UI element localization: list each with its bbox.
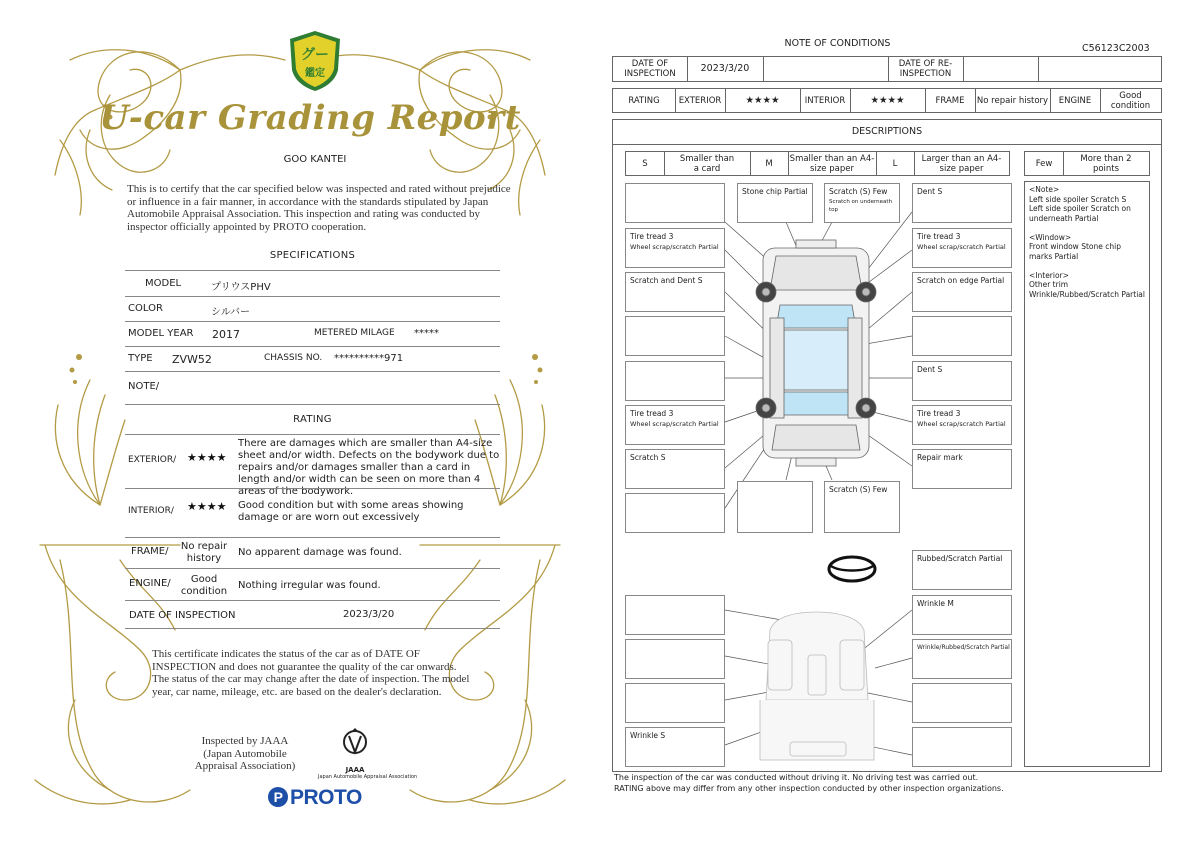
interior-condition-slot bbox=[912, 727, 1012, 767]
certificate-intro-text: This is to certify that the car specified below was inspected and rated without prejudice or influence in a fair manner, in accordance with the standards stipulated by Japan Automobile Appraisal Association. This inspection and rating was conducted by inspector officially appointed by PROTO cooperation. bbox=[127, 183, 511, 233]
exterior-condition-slot bbox=[824, 183, 900, 223]
footnote-rating-disclaimer: RATING above may differ from any other inspection conducted by other inspection organizations. bbox=[614, 784, 1004, 793]
exterior-condition-slot bbox=[625, 449, 725, 489]
divider bbox=[125, 628, 500, 629]
engine-label: ENGINE bbox=[1058, 95, 1092, 106]
interior-label: INTERIOR bbox=[804, 95, 846, 106]
date-of-inspection-value: 2023/3/20 bbox=[700, 63, 750, 74]
exterior-condition-slot bbox=[912, 183, 1012, 223]
notes-panel bbox=[1024, 181, 1150, 767]
exterior-condition-slot bbox=[912, 361, 1012, 401]
key-m: M bbox=[765, 158, 773, 169]
jaaa-mark: JAAA bbox=[345, 766, 365, 774]
exterior-condition-slot-detail: Wheel scrap/scratch Partial bbox=[630, 243, 719, 251]
note-lines: Left side spoiler Scratch S Left side spoiler Scratch on underneath Partial bbox=[1029, 194, 1131, 223]
exterior-condition-slot-detail: Wheel scrap/scratch Partial bbox=[917, 243, 1006, 251]
interior-condition-slot bbox=[625, 639, 725, 679]
exterior-condition-slot-label: Tire tread 3 bbox=[917, 232, 961, 241]
frame-label: FRAME bbox=[935, 95, 965, 106]
note-heading: <Note> bbox=[1029, 185, 1060, 194]
exterior-condition-slot-detail: Wheel scrap/scratch Partial bbox=[917, 420, 1006, 428]
engine-label: ENGINE/ bbox=[129, 578, 171, 589]
jaaa-emblem-icon bbox=[340, 728, 370, 762]
window-lines: Front window Stone chip marks Partial bbox=[1029, 242, 1121, 261]
exterior-condition-slot-label: Scratch (S) Few bbox=[829, 485, 888, 494]
svg-text:鑑定: 鑑定 bbox=[305, 68, 325, 79]
reinspection-label: DATE OF RE-INSPECTION bbox=[898, 59, 953, 79]
exterior-condition-slot-detail: Scratch on underneath top bbox=[829, 199, 893, 213]
model-year-value: 2017 bbox=[212, 328, 240, 341]
proto-logo-text: PROTO bbox=[290, 786, 362, 809]
exterior-condition-slot bbox=[625, 316, 725, 356]
type-value: ZVW52 bbox=[172, 353, 212, 366]
interior-heading: <Interior> bbox=[1029, 270, 1069, 280]
certificate-subtitle: GOO KANTEI bbox=[283, 154, 347, 165]
exterior-condition-slot-label: Dent S bbox=[917, 365, 943, 374]
divider bbox=[125, 404, 500, 405]
frame-label: FRAME/ bbox=[131, 546, 169, 557]
key-few: Few bbox=[1035, 158, 1053, 169]
engine-value: Good condition bbox=[1110, 90, 1151, 111]
interior-condition-slot-label: Wrinkle/Rubbed/Scratch Partial bbox=[917, 644, 1010, 651]
key-m-description: Smaller than an A4-size paper bbox=[789, 153, 875, 174]
interior-condition-slot bbox=[625, 727, 725, 767]
exterior-condition-slot bbox=[737, 183, 813, 223]
divider bbox=[125, 296, 500, 297]
interior-lines: Other trim Wrinkle/Rubbed/Scratch Partial bbox=[1029, 280, 1145, 299]
engine-description: Nothing irregular was found. bbox=[238, 580, 381, 591]
interior-condition-slot bbox=[912, 595, 1012, 635]
divider bbox=[125, 568, 500, 569]
jaaa-logo bbox=[318, 728, 418, 780]
divider bbox=[125, 434, 500, 435]
date-of-inspection-label: DATE OF INSPECTION bbox=[624, 59, 676, 79]
interior-description: Good condition but with some areas showing damage or are worn out excessively bbox=[238, 500, 464, 523]
note-of-conditions-sheet bbox=[600, 0, 1200, 848]
exterior-condition-slot-label: Tire tread 3 bbox=[917, 409, 961, 418]
exterior-condition-slot-label: Scratch S bbox=[630, 453, 666, 462]
chassis-label: CHASSIS NO. bbox=[264, 353, 323, 363]
rating-heading: RATING bbox=[293, 414, 332, 425]
jaaa-caption: Japan Automobile Appraisal Association bbox=[318, 774, 418, 780]
exterior-condition-slot bbox=[912, 272, 1012, 312]
key-few-description: More than 2 points bbox=[1080, 153, 1132, 174]
exterior-condition-slot bbox=[824, 481, 900, 533]
model-value: プリウスPHV bbox=[211, 282, 271, 293]
metered-mileage-value: ***** bbox=[414, 328, 439, 339]
exterior-condition-slot bbox=[912, 449, 1012, 489]
date-of-inspection-value: 2023/3/20 bbox=[343, 609, 395, 620]
car-interior-top-view bbox=[760, 612, 874, 760]
inspected-by-text: Inspected by JAAA (Japan Automobile Appraisal Association) bbox=[194, 735, 296, 772]
exterior-condition-slot-label: Scratch (S) Few bbox=[829, 187, 888, 196]
exterior-condition-slot bbox=[625, 405, 725, 445]
exterior-condition-slot-label: Scratch on edge Partial bbox=[917, 276, 1005, 285]
exterior-condition-slot bbox=[625, 228, 725, 268]
key-s-description: Smaller than a card bbox=[679, 153, 735, 174]
exterior-condition-slot-label: Repair mark bbox=[917, 453, 963, 462]
divider bbox=[125, 270, 500, 271]
certificate-title: U-car Grading Report bbox=[99, 98, 521, 138]
type-label: TYPE bbox=[128, 353, 153, 364]
divider bbox=[125, 537, 500, 538]
color-value: シルバー bbox=[211, 307, 251, 318]
interior-condition-slot-label: Wrinkle S bbox=[630, 731, 666, 740]
proto-logo bbox=[268, 786, 362, 810]
exterior-condition-slot-label: Scratch and Dent S bbox=[630, 276, 703, 285]
frame-description: No apparent damage was found. bbox=[238, 547, 402, 558]
exterior-condition-slot bbox=[912, 228, 1012, 268]
interior-condition-slot bbox=[912, 550, 1012, 590]
exterior-condition-slot bbox=[625, 183, 725, 223]
exterior-label: EXTERIOR/ bbox=[128, 455, 177, 465]
descriptions-heading: DESCRIPTIONS bbox=[612, 119, 1162, 145]
interior-condition-slot-label: Wrinkle M bbox=[917, 599, 954, 608]
interior-condition-slot-label: Rubbed/Scratch Partial bbox=[917, 554, 1003, 563]
svg-text:グー: グー bbox=[301, 47, 329, 63]
interior-condition-slot bbox=[625, 683, 725, 723]
chassis-value: **********971 bbox=[334, 353, 404, 364]
date-of-inspection-label: DATE OF INSPECTION bbox=[129, 610, 236, 621]
interior-star-rating: ★★★★ bbox=[187, 500, 227, 513]
steering-wheel-icon bbox=[829, 557, 875, 581]
exterior-condition-slot bbox=[625, 493, 725, 533]
key-l: L bbox=[892, 158, 898, 169]
car-exterior-top-view bbox=[756, 240, 876, 466]
model-year-label: MODEL YEAR bbox=[128, 328, 194, 339]
divider bbox=[125, 371, 500, 372]
interior-condition-slot bbox=[912, 683, 1012, 723]
exterior-condition-slot-label: Tire tread 3 bbox=[630, 409, 674, 418]
divider bbox=[125, 346, 500, 347]
sheet-code: C56123C2003 bbox=[1082, 43, 1150, 54]
exterior-condition-slot bbox=[625, 361, 725, 401]
exterior-condition-slot-detail: Wheel scrap/scratch Partial bbox=[630, 420, 719, 428]
key-s: S bbox=[642, 158, 648, 169]
sheet-title: NOTE OF CONDITIONS bbox=[784, 38, 891, 49]
exterior-star-rating: ★★★★ bbox=[745, 94, 780, 106]
exterior-condition-slot bbox=[912, 405, 1012, 445]
exterior-description: There are damages which are smaller than A4-size sheet and/or width. Defects on the bodywork due to repairs and/or damages smaller than a card in length and/or width can be seen on more than 4 areas of the bodywork. bbox=[238, 438, 500, 497]
metered-mileage-label: METERED MILAGE bbox=[314, 328, 395, 338]
footnote-no-driving: The inspection of the car was conducted without driving it. No driving test was carried out. bbox=[614, 773, 979, 782]
divider bbox=[125, 488, 500, 489]
note-label: NOTE/ bbox=[128, 381, 160, 392]
exterior-label: EXTERIOR bbox=[678, 95, 722, 106]
certificate-footer-text: This certificate indicates the status of the car as of DATE OF INSPECTION and does not guarantee the quality of the car onwards. The status of the car may change after the date of inspection. The model year, car name, mileage, etc. are based on the dealer's declaration. bbox=[152, 648, 470, 698]
interior-label: INTERIOR/ bbox=[128, 506, 174, 516]
color-label: COLOR bbox=[128, 303, 163, 314]
interior-condition-slot bbox=[625, 595, 725, 635]
exterior-condition-slot bbox=[912, 316, 1012, 356]
frame-value: No repair history bbox=[976, 95, 1049, 106]
exterior-condition-slot bbox=[625, 272, 725, 312]
model-label: MODEL bbox=[145, 278, 182, 289]
proto-mark-icon: P bbox=[268, 787, 288, 807]
divider bbox=[125, 600, 500, 601]
specifications-heading: SPECIFICATIONS bbox=[269, 250, 356, 261]
exterior-condition-slot-label: Dent S bbox=[917, 187, 943, 196]
exterior-condition-slot bbox=[737, 481, 813, 533]
key-l-description: Larger than an A4-size paper bbox=[921, 153, 1002, 174]
exterior-condition-slot-label: Stone chip Partial bbox=[742, 187, 808, 196]
interior-star-rating: ★★★★ bbox=[870, 94, 905, 106]
interior-condition-slot bbox=[912, 639, 1012, 679]
frame-value: No repair history bbox=[180, 541, 228, 564]
rating-label: RATING bbox=[628, 95, 660, 106]
divider bbox=[125, 321, 500, 322]
window-heading: <Window> bbox=[1029, 232, 1072, 242]
goo-kantei-badge-logo bbox=[288, 30, 342, 92]
engine-value: Good condition bbox=[180, 574, 228, 597]
exterior-star-rating: ★★★★ bbox=[187, 451, 227, 464]
exterior-condition-slot-label: Tire tread 3 bbox=[630, 232, 674, 241]
